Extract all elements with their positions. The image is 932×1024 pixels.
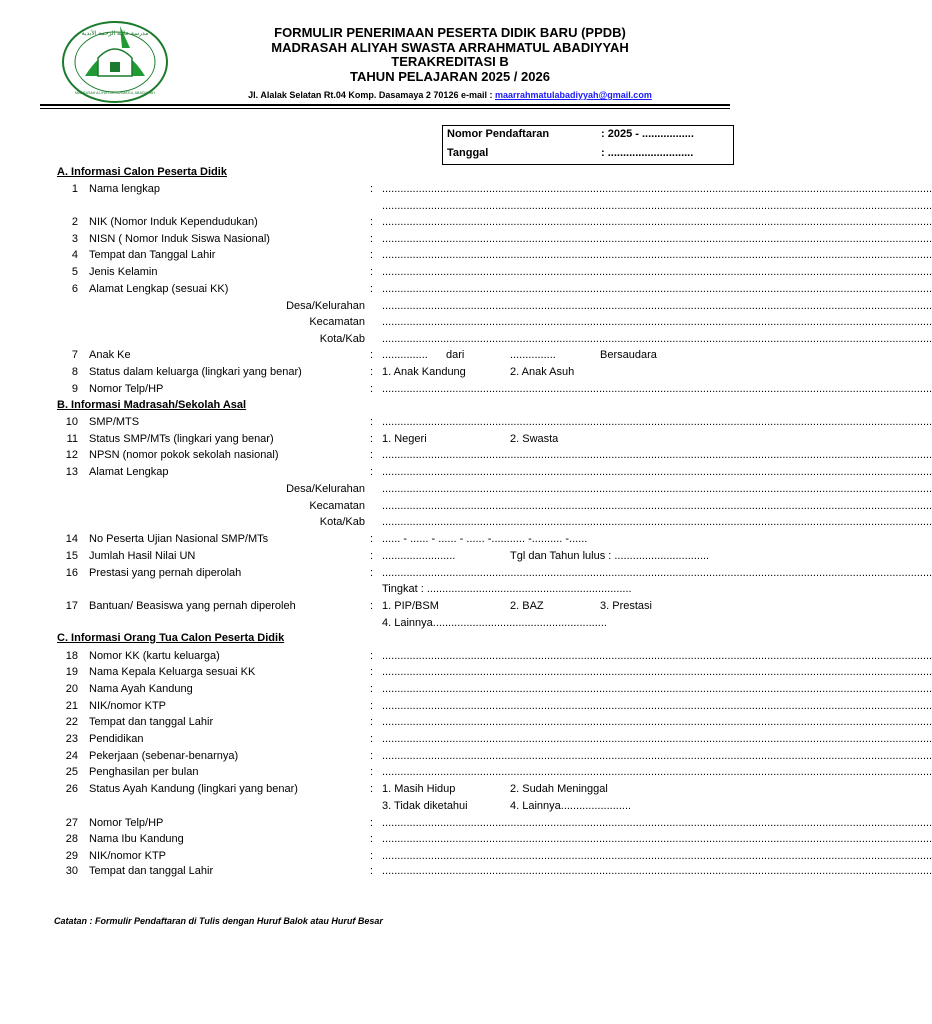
row-number: 4 [71, 249, 78, 261]
form-row-1 [0, 182, 932, 197]
option-foster-child[interactable]: 2. Anak Asuh [510, 366, 575, 378]
mother-nik-field[interactable]: .................................................................................................................................................................................... [382, 850, 932, 862]
email-link[interactable]: maarrahmatulabadiyyah@gmail.com [494, 90, 652, 100]
colon: : [370, 383, 374, 395]
field-label: Nama lengkap [89, 183, 160, 195]
form-row-7 [0, 348, 768, 363]
row-number: 29 [65, 850, 78, 862]
form-row-21 [0, 699, 932, 714]
registration-box [442, 125, 734, 165]
form-row-6-desa [0, 299, 932, 314]
row-number: 7 [71, 349, 78, 361]
field-label: Nama Kepala Keluarga sesuai KK [89, 666, 256, 678]
option-biological-child[interactable]: 1. Anak Kandung [382, 366, 466, 378]
field-label: Tempat dan tanggal Lahir [89, 716, 214, 728]
achievement-field[interactable]: .................................................................................................................................................................................... [382, 567, 932, 579]
school-village-field[interactable]: .................................................................................................................................................................................... [382, 483, 932, 495]
form-row-9 [0, 382, 932, 397]
father-occupation-field[interactable]: .................................................................................................................................................................................... [382, 750, 932, 762]
colon: : [370, 449, 374, 461]
previous-school-field[interactable]: .................................................................................................................................................................................... [382, 416, 932, 428]
academic-year: TAHUN PELAJARAN 2025 / 2026 [350, 68, 550, 84]
logo-arabic-text: مدرسة عالية الرحمة الأبدية [81, 31, 149, 37]
form-row-30 [0, 864, 932, 879]
form-row-27 [0, 816, 932, 831]
field-label: NIK/nomor KTP [89, 850, 167, 862]
colon: : [370, 183, 374, 195]
accreditation: TERAKREDITASI B [391, 54, 509, 69]
sub-label: Kecamatan [309, 316, 365, 328]
row-number: 9 [71, 383, 78, 395]
mother-birth-field[interactable]: .................................................................................................................................................................................... [382, 865, 932, 877]
row-number: 20 [65, 683, 78, 695]
form-row-4 [0, 248, 932, 263]
colon: : [370, 716, 374, 728]
field-label: Alamat Lengkap (sesuai KK) [89, 283, 229, 295]
field-label: No Peserta Ujian Nasional SMP/MTs [89, 533, 269, 545]
section-b-title: B. Informasi Madrasah/Sekolah Asal [57, 399, 247, 411]
form-row-23 [0, 732, 932, 747]
birth-place-date-field[interactable]: .................................................................................................................................................................................... [382, 249, 932, 261]
logo-ring-text: MADRASAH ALIYAH ARRAHMATUL ABADIYYAH [75, 91, 155, 95]
sub-label: Kecamatan [309, 500, 365, 512]
row-number: 27 [65, 817, 78, 829]
row-number: 8 [71, 366, 78, 378]
row-number: 2 [71, 216, 78, 228]
village-field[interactable]: .................................................................................................................................................................................... [382, 300, 932, 312]
option-pip-bsm[interactable]: 1. PIP/BSM [382, 600, 439, 612]
form-row-12 [0, 448, 932, 463]
colon: : [370, 766, 374, 778]
field-label: Nomor Telp/HP [89, 817, 164, 829]
colon: : [370, 833, 374, 845]
siblings-text: Bersaudara [600, 349, 657, 361]
row-number: 12 [65, 449, 78, 461]
form-row-22 [0, 715, 932, 730]
colon: : [370, 865, 374, 877]
field-label: Pendidikan [89, 733, 144, 745]
form-header [180, 26, 720, 84]
option-other-status[interactable]: 4. Lainnya....................... [510, 800, 632, 812]
form-row-13-kecamatan [0, 499, 932, 514]
form-row-6-kota [0, 332, 932, 347]
option-public[interactable]: 1. Negeri [382, 433, 427, 445]
colon: : [370, 416, 374, 428]
form-note: Catatan : Formulir Pendaftaran di Tulis dengan Huruf Balok atau Huruf Besar [54, 916, 383, 926]
row-number: 11 [66, 433, 78, 445]
city-field[interactable]: .................................................................................................................................................................................... [382, 333, 932, 345]
colon: : [370, 750, 374, 762]
npsn-field[interactable]: .................................................................................................................................................................................... [382, 449, 932, 461]
option-baz[interactable]: 2. BAZ [510, 600, 544, 612]
colon: : [370, 283, 374, 295]
form-row-16 [0, 566, 932, 581]
sub-label: Desa/Kelurahan [286, 300, 365, 312]
form-row-6 [0, 282, 932, 297]
row-number: 3 [71, 233, 78, 245]
field-label: Pekerjaan (sebenar-benarnya) [89, 750, 239, 762]
form-row-26 [0, 782, 768, 797]
form-row-29 [0, 849, 932, 864]
form-row-17-other [0, 616, 768, 631]
colon: : [370, 650, 374, 662]
row-number: 15 [65, 550, 78, 562]
row-number: 25 [65, 766, 78, 778]
header-divider [40, 104, 730, 106]
field-label: NISN ( Nomor Induk Siswa Nasional) [89, 233, 270, 245]
colon: : [370, 550, 374, 562]
form-row-17 [0, 599, 768, 614]
field-label: Alamat Lengkap [89, 466, 169, 478]
row-number: 1 [71, 183, 78, 195]
colon: : [370, 683, 374, 695]
form-row-11 [0, 432, 768, 447]
section-a-title: A. Informasi Calon Peserta Didik [57, 166, 227, 178]
field-label: Penghasilan per bulan [89, 766, 199, 778]
form-row-5 [0, 265, 932, 280]
field-label: Jenis Kelamin [89, 266, 158, 278]
header-divider-thin [40, 108, 730, 109]
full-name-field-cont[interactable]: .................................................................................................................................................................................... [382, 200, 932, 212]
of-text: dari [446, 349, 465, 361]
school-district-field[interactable]: .................................................................................................................................................................................... [382, 500, 932, 512]
colon: : [370, 817, 374, 829]
colon: : [370, 466, 374, 478]
mother-name-field[interactable]: .................................................................................................................................................................................... [382, 833, 932, 845]
form-row-14 [0, 532, 768, 547]
option-alive[interactable]: 1. Masih Hidup [382, 783, 456, 795]
exam-score-field[interactable]: ........................ [382, 550, 456, 562]
form-row-8 [0, 365, 768, 380]
address-field[interactable]: .................................................................................................................................................................................... [382, 283, 932, 295]
field-label: Status Ayah Kandung (lingkari yang benar) [89, 783, 298, 795]
row-number: 26 [65, 783, 78, 795]
nisn-field[interactable]: .................................................................................................................................................................................... [382, 233, 932, 245]
section-c-title: C. Informasi Orang Tua Calon Peserta Didik [57, 632, 285, 644]
option-private[interactable]: 2. Swasta [510, 433, 559, 445]
father-birth-field[interactable]: .................................................................................................................................................................................... [382, 716, 932, 728]
form-row-15 [0, 549, 768, 564]
parent-phone-field[interactable]: .................................................................................................................................................................................... [382, 817, 932, 829]
row-number: 24 [65, 750, 78, 762]
form-row-25 [0, 765, 932, 780]
field-label: Nomor Telp/HP [89, 383, 164, 395]
field-label: Nama Ayah Kandung [89, 683, 193, 695]
registration-date-field[interactable]: : ............................ [601, 147, 694, 159]
option-deceased[interactable]: 2. Sudah Meninggal [510, 783, 608, 795]
field-label: NPSN (nomor pokok sekolah nasional) [89, 449, 279, 461]
exam-number-field[interactable]: ...... - ...... - ...... - ...... -........... -.......... -...... [382, 533, 588, 545]
field-label: Tempat dan tanggal Lahir [89, 865, 214, 877]
row-number: 13 [65, 466, 78, 478]
form-row-19 [0, 665, 932, 680]
father-nik-field[interactable]: .................................................................................................................................................................................... [382, 700, 932, 712]
colon: : [370, 567, 374, 579]
family-head-field[interactable]: .................................................................................................................................................................................... [382, 666, 932, 678]
colon: : [370, 783, 374, 795]
colon: : [370, 266, 374, 278]
row-number: 17 [65, 600, 78, 612]
registration-number-label: Nomor Pendaftaran [447, 128, 550, 140]
family-card-field[interactable]: .................................................................................................................................................................................... [382, 650, 932, 662]
colon: : [370, 366, 374, 378]
option-other-scholarship[interactable]: 4. Lainnya......................................................... [382, 617, 607, 629]
form-row-28 [0, 832, 932, 847]
colon: : [370, 700, 374, 712]
colon: : [370, 216, 374, 228]
form-title: FORMULIR PENERIMAAN PESERTA DIDIK BARU (PPDB) [274, 25, 626, 40]
row-number: 6 [71, 283, 78, 295]
full-name-field[interactable]: .................................................................................................................................................................................... [382, 183, 932, 195]
form-row-6-kecamatan [0, 315, 932, 330]
school-name: MADRASAH ALIYAH SWASTA ARRAHMATUL ABADIYYAH [271, 39, 629, 55]
form-row-13-kota [0, 515, 932, 530]
colon: : [370, 349, 374, 361]
field-label: NIK (Nomor Induk Kependudukan) [89, 216, 258, 228]
field-label: Nomor KK (kartu keluarga) [89, 650, 220, 662]
field-label: Anak Ke [89, 349, 131, 361]
phone-field[interactable]: .................................................................................................................................................................................... [382, 383, 932, 395]
registration-date-label: Tanggal [447, 147, 489, 159]
field-label: Status dalam keluarga (lingkari yang benar) [89, 366, 302, 378]
field-label: Bantuan/ Beasiswa yang pernah diperoleh [89, 600, 296, 612]
address-text: Jl. Alalak Selatan Rt.04 Komp. Dasamaya 2 70126 e-mail : [248, 90, 493, 100]
option-achievement[interactable]: 3. Prestasi [600, 600, 652, 612]
achievement-level-field[interactable]: Tingkat : ................................................................... [382, 583, 632, 595]
field-label: SMP/MTS [89, 416, 140, 428]
row-number: 21 [65, 700, 78, 712]
form-row-16-level [0, 582, 768, 597]
father-education-field[interactable]: .................................................................................................................................................................................... [382, 733, 932, 745]
father-name-field[interactable]: .................................................................................................................................................................................... [382, 683, 932, 695]
nik-field[interactable]: .................................................................................................................................................................................... [382, 216, 932, 228]
colon: : [370, 249, 374, 261]
colon: : [370, 233, 374, 245]
field-label: Status SMP/MTs (lingkari yang benar) [89, 433, 274, 445]
row-number: 18 [65, 650, 78, 662]
form-row-26-more [0, 799, 768, 814]
form-row-2 [0, 215, 932, 230]
form-row-1-cont [0, 199, 932, 214]
sub-label: Desa/Kelurahan [286, 483, 365, 495]
field-label: Jumlah Hasil Nilai UN [89, 550, 196, 562]
siblings-count-field[interactable]: ............... [510, 349, 556, 361]
row-number: 28 [65, 833, 78, 845]
form-row-20 [0, 682, 932, 697]
school-city-field[interactable]: .................................................................................................................................................................................... [382, 516, 932, 528]
row-number: 16 [65, 567, 78, 579]
gender-field[interactable]: .................................................................................................................................................................................... [382, 266, 932, 278]
field-label: Prestasi yang pernah diperolah [89, 567, 242, 579]
form-row-24 [0, 749, 932, 764]
option-unknown[interactable]: 3. Tidak diketahui [382, 800, 468, 812]
row-number: 5 [71, 266, 78, 278]
school-logo [60, 18, 170, 103]
colon: : [370, 533, 374, 545]
registration-number-field[interactable]: : 2025 - ................. [601, 128, 694, 140]
colon: : [370, 600, 374, 612]
row-number: 14 [65, 533, 78, 545]
field-label: Tempat dan Tanggal Lahir [89, 249, 216, 261]
field-label: Nama Ibu Kandung [89, 833, 184, 845]
colon: : [370, 666, 374, 678]
child-order-field[interactable]: ............... [382, 349, 428, 361]
sub-label: Kota/Kab [319, 333, 365, 345]
form-row-18 [0, 649, 932, 664]
row-number: 23 [65, 733, 78, 745]
field-label: NIK/nomor KTP [89, 700, 167, 712]
row-number: 22 [65, 716, 78, 728]
row-number: 30 [65, 865, 78, 877]
district-field[interactable]: .................................................................................................................................................................................... [382, 316, 932, 328]
row-number: 10 [65, 416, 78, 428]
sub-label: Kota/Kab [319, 516, 365, 528]
colon: : [370, 433, 374, 445]
father-income-field[interactable]: .................................................................................................................................................................................... [382, 766, 932, 778]
colon: : [370, 850, 374, 862]
graduation-date-field[interactable]: Tgl dan Tahun lulus : ............................... [510, 550, 710, 562]
school-address [180, 90, 720, 100]
form-row-10 [0, 415, 932, 430]
form-row-13-desa [0, 482, 932, 497]
school-address-field[interactable]: .................................................................................................................................................................................... [382, 466, 932, 478]
row-number: 19 [65, 666, 78, 678]
form-row-13 [0, 465, 932, 480]
form-row-3 [0, 232, 932, 247]
colon: : [370, 733, 374, 745]
